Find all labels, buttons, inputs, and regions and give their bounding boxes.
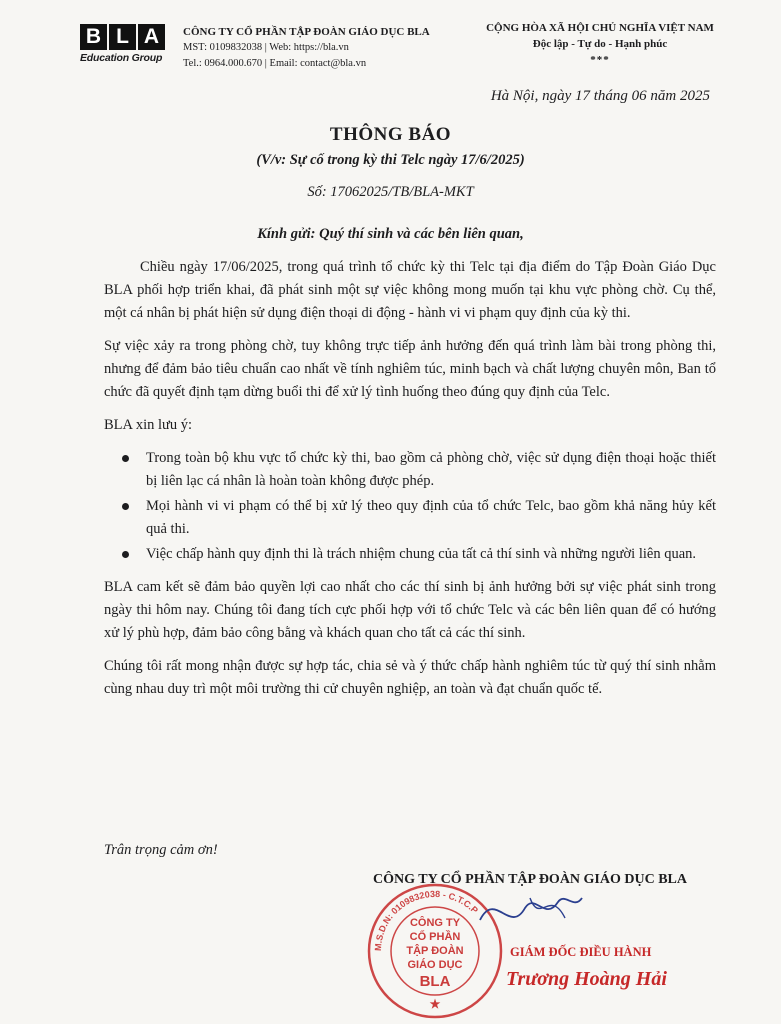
- place-date: Hà Nội, ngày 17 tháng 06 năm 2025: [490, 88, 710, 104]
- company-name: CÔNG TY CỔ PHẦN TẬP ĐOÀN GIÁO DỤC BLA: [183, 26, 430, 38]
- seal-line: BLA: [419, 973, 451, 990]
- bullet-icon: [122, 455, 129, 462]
- list-item-text: Trong toàn bộ khu vực tổ chức kỳ thi, bao gồm cả phòng chờ, việc sử dụng điện thoại hoặc thiết bị liên lạc cá nhân là hoàn toàn không được phép.: [146, 450, 716, 489]
- bullet-icon: [122, 551, 129, 558]
- seal-line: CỔ PHẦN: [409, 931, 461, 943]
- seal-line: TẬP ĐOÀN: [406, 945, 464, 957]
- list-item: [146, 447, 716, 493]
- paragraph: Sự việc xảy ra trong phòng chờ, tuy không trực tiếp ảnh hưởng đến quá trình làm bài trong phòng thi, nhưng để đảm bảo tiêu chuẩn cao nhất về tính nghiêm túc, minh bạch và chất lượng chuyên môn, Ban tổ chức đã quyết định tạm dừng buổi thi để xử lý tình huống theo đúng quy định của Telc.: [104, 338, 716, 400]
- nation-name: CỘNG HÒA XÃ HỘI CHỦ NGHĨA VIỆT NAM: [486, 22, 714, 34]
- document-subject: (V/v: Sự cố trong kỳ thi Telc ngày 17/6/2025): [256, 152, 525, 168]
- seal-line: CÔNG TY: [409, 917, 461, 929]
- logo-letter: B: [80, 24, 107, 50]
- company-logo: [80, 24, 170, 64]
- company-info: [183, 24, 443, 72]
- signature-scribble-icon: [470, 880, 590, 940]
- company-tax-web: MST: 0109832038 | Web: https://bla.vn: [183, 42, 349, 53]
- logo-subtitle: Education Group: [80, 52, 163, 64]
- closing-line: Trân trọng cảm ơn!: [104, 842, 218, 858]
- national-motto: Độc lập - Tự do - Hạnh phúc: [532, 38, 668, 50]
- notes-list: [104, 447, 716, 566]
- list-item-text: Việc chấp hành quy định thi là trách nhiệm chung của tất cả thí sinh và những người liên quan.: [146, 546, 697, 562]
- national-header: [470, 20, 730, 68]
- list-item: [146, 543, 716, 566]
- signing-company: CÔNG TY CỔ PHẦN TẬP ĐOÀN GIÁO DỤC BLA: [373, 872, 687, 887]
- seal-star-icon: ★: [429, 997, 441, 1011]
- motto-stars: ***: [590, 54, 610, 66]
- salutation: Kính gửi: Quý thí sinh và các bên liên quan,: [257, 226, 524, 242]
- signer-name: Trương Hoàng Hải: [506, 968, 667, 990]
- seal-ring-text: M.S.D.N: 0109832038 - C.T.C.P: [372, 888, 481, 952]
- logo-letters: [80, 24, 170, 50]
- logo-letter: A: [138, 24, 165, 50]
- paragraph: Chúng tôi rất mong nhận được sự hợp tác, chia sẻ và ý thức chấp hành nghiêm túc từ quý thí sinh nhằm cùng nhau duy trì một môi trường thi cử chuyên nghiệp, an toàn và đạt chuẩn quốc tế.: [104, 658, 716, 697]
- notes-intro: BLA xin lưu ý:: [104, 417, 193, 433]
- list-item-text: Mọi hành vi vi phạm có thể bị xử lý theo quy định của tổ chức Telc, bao gồm khả năng hủy kết quả thi.: [146, 498, 716, 537]
- seal-line: GIÁO DỤC: [407, 959, 463, 971]
- paragraph: Chiều ngày 17/06/2025, trong quá trình tổ chức kỳ thi Telc tại địa điểm do Tập Đoàn Giáo Dục BLA phối hợp triển khai, đã phát sinh một sự việc không mong muốn tại khu vực phòng chờ. Cụ thể, một cá nhân bị phát hiện sử dụng điện thoại di động - hành vi vi phạm quy định của kỳ thi.: [104, 259, 716, 321]
- document-body: [104, 256, 716, 711]
- document-number: Số: 17062025/TB/BLA-MKT: [307, 184, 474, 200]
- company-contact: Tel.: 0964.000.670 | Email: contact@bla.vn: [183, 58, 367, 69]
- paragraph: BLA cam kết sẽ đảm bảo quyền lợi cao nhất cho các thí sinh bị ảnh hưởng bởi sự việc phát sinh trong ngày thi hôm nay. Chúng tôi đang tích cực phối hợp với tổ chức Telc và các bên liên quan để có hướng xử lý phù hợp, đảm bảo công bằng và khách quan cho tất cả các thí sinh.: [104, 579, 716, 641]
- logo-letter: L: [109, 24, 136, 50]
- document-title: THÔNG BÁO: [329, 124, 452, 145]
- list-item: [146, 495, 716, 541]
- signer-title: GIÁM ĐỐC ĐIỀU HÀNH: [510, 945, 652, 959]
- bullet-icon: [122, 503, 129, 510]
